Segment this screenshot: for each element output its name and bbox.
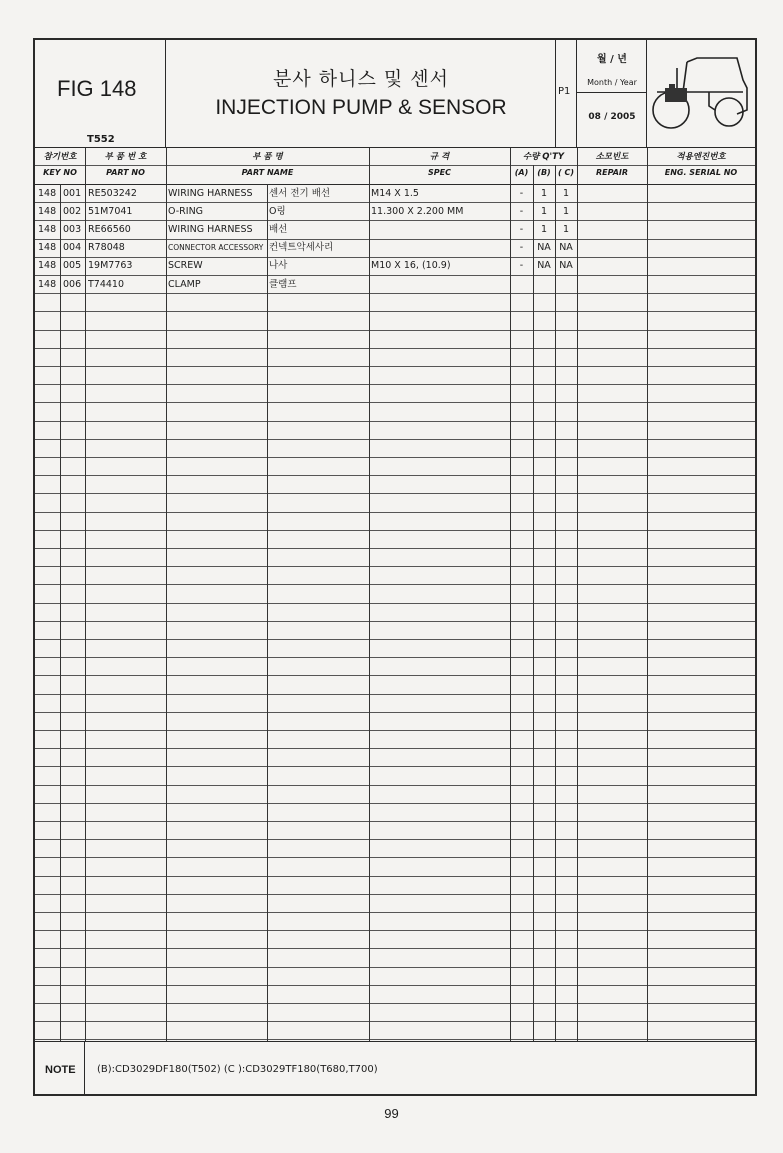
fig-no: 148 (38, 205, 57, 217)
column-header-qty-b: (B) (537, 168, 551, 177)
part-name-korean: 나사 (269, 260, 288, 272)
part-name: WIRING HARNESS (168, 187, 253, 199)
column-header-spec: SPEC (428, 168, 451, 177)
column-header-eng-serial-no: ENG. SERIAL NO (664, 168, 738, 177)
column-header-part-name: PART NAME (241, 168, 294, 177)
column-header-part-no-korean: 부 품 번 호 (104, 152, 147, 162)
column-header-repair-korean: 소모빈도 (595, 152, 629, 162)
part-name-korean: 배선 (269, 223, 288, 235)
column-header-qty-c: ( C) (558, 168, 574, 177)
part-no: RE66560 (88, 223, 131, 235)
fig-no: 148 (38, 278, 57, 290)
part-no: 51M7041 (88, 205, 133, 217)
column-header-part-name-korean: 부 품 명 (252, 152, 283, 162)
title-box (166, 40, 556, 148)
column-line (267, 184, 268, 1041)
column-line (647, 148, 648, 1041)
qty-a: - (519, 187, 524, 199)
note-label-cell (35, 1042, 85, 1094)
tractor-icon (647, 40, 755, 146)
column-header-qty: 수량 Q'TY (522, 152, 565, 162)
key-no: 001 (63, 187, 82, 199)
part-name: SCREW (168, 260, 203, 272)
tractor-illustration (647, 40, 757, 148)
column-line (166, 148, 167, 1041)
column-header-eng-serial-no-korean: 적용엔진번호 (676, 152, 726, 162)
fig-no: 148 (38, 242, 57, 254)
date-box (577, 40, 647, 148)
qty-c: 1 (562, 187, 570, 199)
column-line (555, 165, 556, 1041)
qty-a: - (519, 260, 524, 272)
part-name-korean: 클램프 (269, 278, 297, 290)
column-line (533, 165, 534, 1041)
part-no: RE503242 (88, 187, 137, 199)
part-name: WIRING HARNESS (168, 223, 253, 235)
column-line (369, 148, 370, 1041)
qty-b: 1 (540, 223, 548, 235)
note-box (35, 1041, 755, 1095)
column-header-key-no: KEY NO (43, 168, 77, 177)
part-name: CLAMP (168, 278, 201, 290)
month-year-label-korean: 월 / 년 (597, 54, 627, 65)
part-name: O-RING (168, 205, 204, 217)
spec: 11.300 X 2.200 MM (371, 205, 464, 217)
part-name-korean: 센서 전기 배선 (269, 187, 331, 199)
qty-b: NA (537, 242, 551, 254)
spec: M14 X 1.5 (371, 187, 419, 199)
qty-a: - (519, 205, 524, 217)
qty-a: - (519, 242, 524, 254)
page-code: P1 (558, 86, 571, 97)
column-line (60, 184, 61, 1041)
qty-c: 1 (562, 205, 570, 217)
page-title: INJECTION PUMP & SENSOR (215, 96, 507, 119)
column-header-key-no-korean: 참기번호 (43, 152, 77, 162)
part-no: R78048 (88, 242, 125, 254)
qty-b: 1 (540, 187, 548, 199)
column-header-qty-a: (A) (514, 168, 529, 177)
fig-no: 148 (38, 260, 57, 272)
note-text: (B):CD3029DF180(T502) (C ):CD3029TF180(T680,T700) (97, 1064, 378, 1075)
qty-c: NA (559, 260, 573, 272)
date-divider (577, 92, 647, 93)
qty-a: - (519, 223, 524, 235)
column-header-part-no: PART NO (106, 168, 145, 177)
column-line (577, 148, 578, 1041)
part-name-korean: 컨넥트악세사리 (269, 242, 334, 254)
fig-no: 148 (38, 187, 57, 199)
spec: M10 X 16, (10.9) (371, 260, 451, 272)
page-code-box (556, 40, 577, 148)
month-year-label: Month / Year (587, 78, 637, 87)
parts-catalog-sheet (33, 38, 757, 1096)
column-header-repair: REPAIR (595, 168, 629, 177)
part-no: 19M7763 (88, 260, 133, 272)
key-no: 002 (63, 205, 82, 217)
key-no: 004 (63, 242, 82, 254)
key-no: 006 (63, 278, 82, 290)
column-header-spec-korean: 규 격 (429, 152, 450, 162)
column-line (85, 148, 86, 1041)
qty-c: 1 (562, 223, 570, 235)
fig-number: FIG 148 (57, 76, 137, 101)
column-line (510, 148, 511, 1041)
fig-no: 148 (38, 223, 57, 235)
key-no: 003 (63, 223, 82, 235)
qty-c: NA (559, 242, 573, 254)
note-label: NOTE (45, 1064, 76, 1076)
model-code: T552 (87, 134, 115, 145)
qty-b: 1 (540, 205, 548, 217)
revision-date: 08 / 2005 (588, 112, 636, 122)
fig-box (35, 40, 166, 148)
qty-b: NA (537, 260, 551, 272)
part-name: CONNECTOR ACCESSORY (168, 243, 264, 253)
page-title-korean: 분사 하니스 및 센서 (273, 68, 449, 90)
part-no: T74410 (88, 278, 125, 290)
part-name-korean: O링 (269, 205, 286, 217)
page-number: 99 (384, 1106, 399, 1121)
key-no: 005 (63, 260, 82, 272)
